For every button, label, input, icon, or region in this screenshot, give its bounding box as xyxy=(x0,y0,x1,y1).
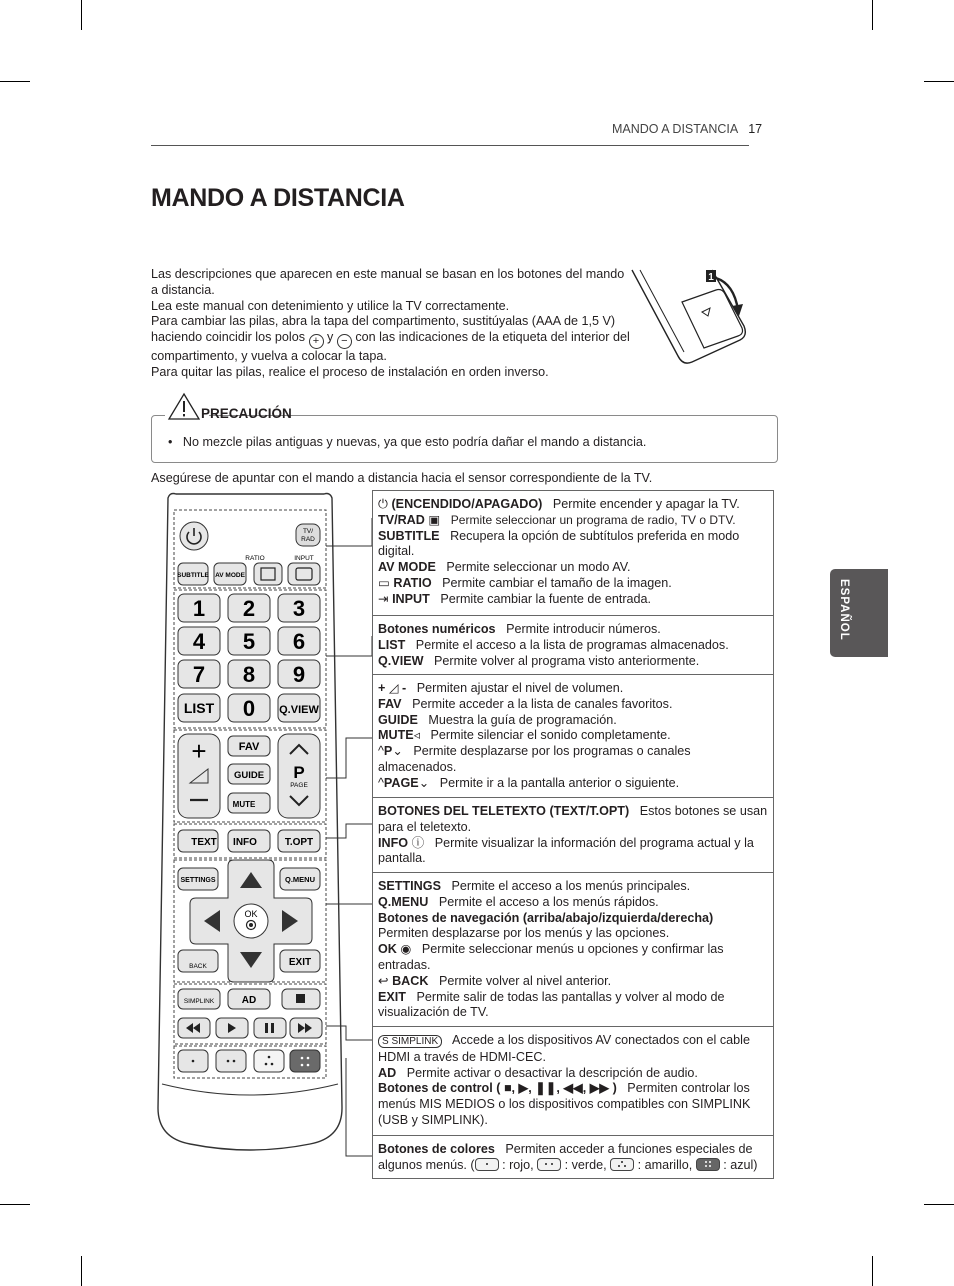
caution-heading xyxy=(165,392,292,424)
desc-block-power: ⏻ (ENCENDIDO/APAGADO) Permite encender y apagar la TV. TV/RAD ▣ Permite seleccionar un programa de radio, TV o DTV. SUBTITLE Recupera la opción de subtítulos preferida en modo digital. AV MODE Permite seleccionar un modo AV. ▭ RATIO Permite cambiar el tamaño de la imagen. ⇥ INPUT Permite cambiar la fuente de entrada. xyxy=(372,490,774,615)
number-label: 8 xyxy=(242,662,256,687)
header-section: MANDO A DISTANCIA xyxy=(612,122,739,136)
chevron-down-icon: ⌄ xyxy=(418,775,430,790)
svg-text:MUTE: MUTE xyxy=(232,800,256,809)
crop-mark xyxy=(81,1256,82,1286)
blue-button-icon xyxy=(696,1158,720,1171)
bullet: • xyxy=(168,435,173,449)
red-button-icon xyxy=(475,1158,499,1171)
svg-text:FAV: FAV xyxy=(238,741,260,753)
numpad-label: 0 xyxy=(242,696,256,721)
intro-p2: Lea este manual con detenimiento y utilice la TV correctamente. xyxy=(151,298,510,313)
number-label: 3 xyxy=(292,596,306,621)
desc-block-navigation: SETTINGS Permite el acceso a los menús principales. Q.MENU Permite el acceso a los menús rápidos. Botones de navegación (arriba/abajo/izquierda/derecha) Permiten desplazarse por los menús y las opciones. OK ◉ Permite seleccionar menús u opciones y confirmar las entradas. ↩ BACK Permite volver al nivel anterior. EXIT Permite salir de todas las pantallas y volver al modo de visualización de TV. xyxy=(372,872,774,1026)
number-label: 5 xyxy=(242,629,256,654)
crop-mark xyxy=(872,0,873,30)
desc-block-volume: + ◿ - Permiten ajustar el nivel de volumen. FAV Permite acceder a la lista de canales favoritos. GUIDE Muestra la guía de programación. MUTE◃ Permite silenciar el sonido completamente. ^P⌄ Permite desplazarse por los programas o canales almacenados. ^PAGE⌄ Permite ir a la pantalla anterior o siguiente. xyxy=(372,674,774,797)
svg-text:AV MODE: AV MODE xyxy=(215,572,245,579)
svg-text:INPUT: INPUT xyxy=(294,555,314,562)
svg-text:AD: AD xyxy=(241,995,257,1006)
caution-label: PRECAUCIÓN xyxy=(201,406,292,421)
number-label: 7 xyxy=(192,662,206,687)
back-icon: ↩ xyxy=(378,973,389,988)
language-tab-label: ESPAÑOL xyxy=(838,579,850,641)
svg-text:TEXT: TEXT xyxy=(191,837,217,848)
aim-note: Asegúrese de apuntar con el mando a distancia hacia el sensor correspondiente de la TV. xyxy=(151,471,653,485)
yellow-button-icon xyxy=(610,1158,634,1171)
running-header xyxy=(612,122,762,136)
language-tab xyxy=(830,569,888,657)
desc-block-simplink: S SIMPLINK Accede a los dispositivos AV conectados con el cable HDMI a través de HDMI-CEC. AD Permite activar o desactivar la descripción de audio. Botones de control ( ■, ▶, ❚❚, ◀◀, ▶▶ ) Permiten controlar los menús MIS MEDIOS o los dispositivos compatibles con SIMPLINK (USB y SIMPLINK). xyxy=(372,1026,774,1135)
svg-text:SIMPLINK: SIMPLINK xyxy=(183,998,215,1005)
crop-mark xyxy=(924,1204,954,1205)
crop-mark xyxy=(0,1204,30,1205)
info-icon: ⓘ xyxy=(411,835,425,850)
input-icon: ⇥ xyxy=(378,591,389,606)
svg-text:P: P xyxy=(293,763,305,782)
svg-text:INFO: INFO xyxy=(233,837,257,848)
number-label: 4 xyxy=(192,629,206,654)
simplink-icon: S SIMPLINK xyxy=(378,1035,442,1048)
warning-triangle-icon xyxy=(167,392,201,422)
svg-text:+: + xyxy=(191,736,207,766)
desc-block-colors: Botones de colores Permiten acceder a funciones especiales de algunos menús. ( : rojo, : verde, : amarillo, : azul) xyxy=(372,1135,774,1179)
header-rule xyxy=(151,145,749,146)
power-icon: ⏻ xyxy=(378,497,388,511)
control-icons: ■, ▶, ❚❚, ◀◀, ▶▶ xyxy=(503,1081,610,1096)
desc-block-teletext: BOTONES DEL TELETEXTO (TEXT/T.OPT) Estos botones se usan para el teletexto. INFO ⓘ Permite visualizar la información del programa actual y la pantalla. xyxy=(372,797,774,872)
crop-mark xyxy=(81,0,82,30)
crop-mark xyxy=(872,1256,873,1286)
numpad-label: LIST xyxy=(183,700,215,716)
mute-icon: ◃ xyxy=(413,728,421,743)
tvrad-icon: ▣ xyxy=(428,512,441,527)
crop-mark xyxy=(0,81,30,82)
green-button-icon xyxy=(537,1158,561,1171)
intro-p4: Para quitar las pilas, realice el proceso de instalación en orden inverso. xyxy=(151,364,549,379)
svg-text:T.OPT: T.OPT xyxy=(284,837,314,848)
svg-text:SUBTITLE: SUBTITLE xyxy=(177,572,209,579)
svg-text:EXIT: EXIT xyxy=(288,957,312,968)
ratio-icon: ▭ xyxy=(378,575,390,590)
svg-text:BACK: BACK xyxy=(189,963,207,970)
remote-control-illustration xyxy=(150,488,380,1158)
ok-icon: ◉ xyxy=(400,942,412,957)
page-title: MANDO A DISTANCIA xyxy=(151,184,405,212)
svg-text:SETTINGS: SETTINGS xyxy=(180,877,216,884)
svg-text:RAD: RAD xyxy=(301,536,315,543)
crop-mark xyxy=(924,81,954,82)
svg-text:Q.MENU: Q.MENU xyxy=(285,875,315,884)
desc-block-numbers: Botones numéricos Permite introducir números. LIST Permite el acceso a la lista de programas almacenados. Q.VIEW Permite volver al programa visto anteriormente. xyxy=(372,615,774,674)
numpad-label: Q.VIEW xyxy=(279,704,319,716)
volume-icon: ◿ xyxy=(388,681,399,695)
chevron-up-icon: ^ xyxy=(378,775,384,790)
svg-text:RATIO: RATIO xyxy=(245,555,265,562)
chevron-down-icon: ⌄ xyxy=(392,744,403,759)
caution-text: No mezcle pilas antiguas y nuevas, ya que esto podría dañar el mando a distancia. xyxy=(182,435,647,449)
caution-item xyxy=(168,435,646,449)
intro-text xyxy=(151,267,631,381)
battery-step-number: 1 xyxy=(708,272,714,283)
page-number: 17 xyxy=(748,122,763,136)
svg-text:OK: OK xyxy=(244,909,258,919)
intro-p3: Para cambiar las pilas, abra la tapa del compartimento, sustitúyalas (AAA de 1,5 V) haciendo coincidir los polos + y − con las indicaciones de la etiqueta del interior del compartimento, y vuelva a colocar la tapa. xyxy=(151,314,630,364)
minus-pole-icon: − xyxy=(337,334,352,349)
number-label: 9 xyxy=(292,662,306,687)
number-label: 1 xyxy=(192,596,206,621)
number-label: 2 xyxy=(242,596,256,621)
number-label: 6 xyxy=(292,629,306,654)
svg-text:TV/: TV/ xyxy=(302,528,314,535)
svg-text:GUIDE: GUIDE xyxy=(233,770,265,781)
battery-cover-illustration xyxy=(630,266,755,371)
intro-p1: Las descripciones que aparecen en este manual se basan en los botones del mando a distancia. xyxy=(151,267,625,297)
chevron-up-icon: ^ xyxy=(378,744,384,759)
plus-pole-icon: + xyxy=(309,334,324,349)
svg-text:PAGE: PAGE xyxy=(290,782,308,789)
